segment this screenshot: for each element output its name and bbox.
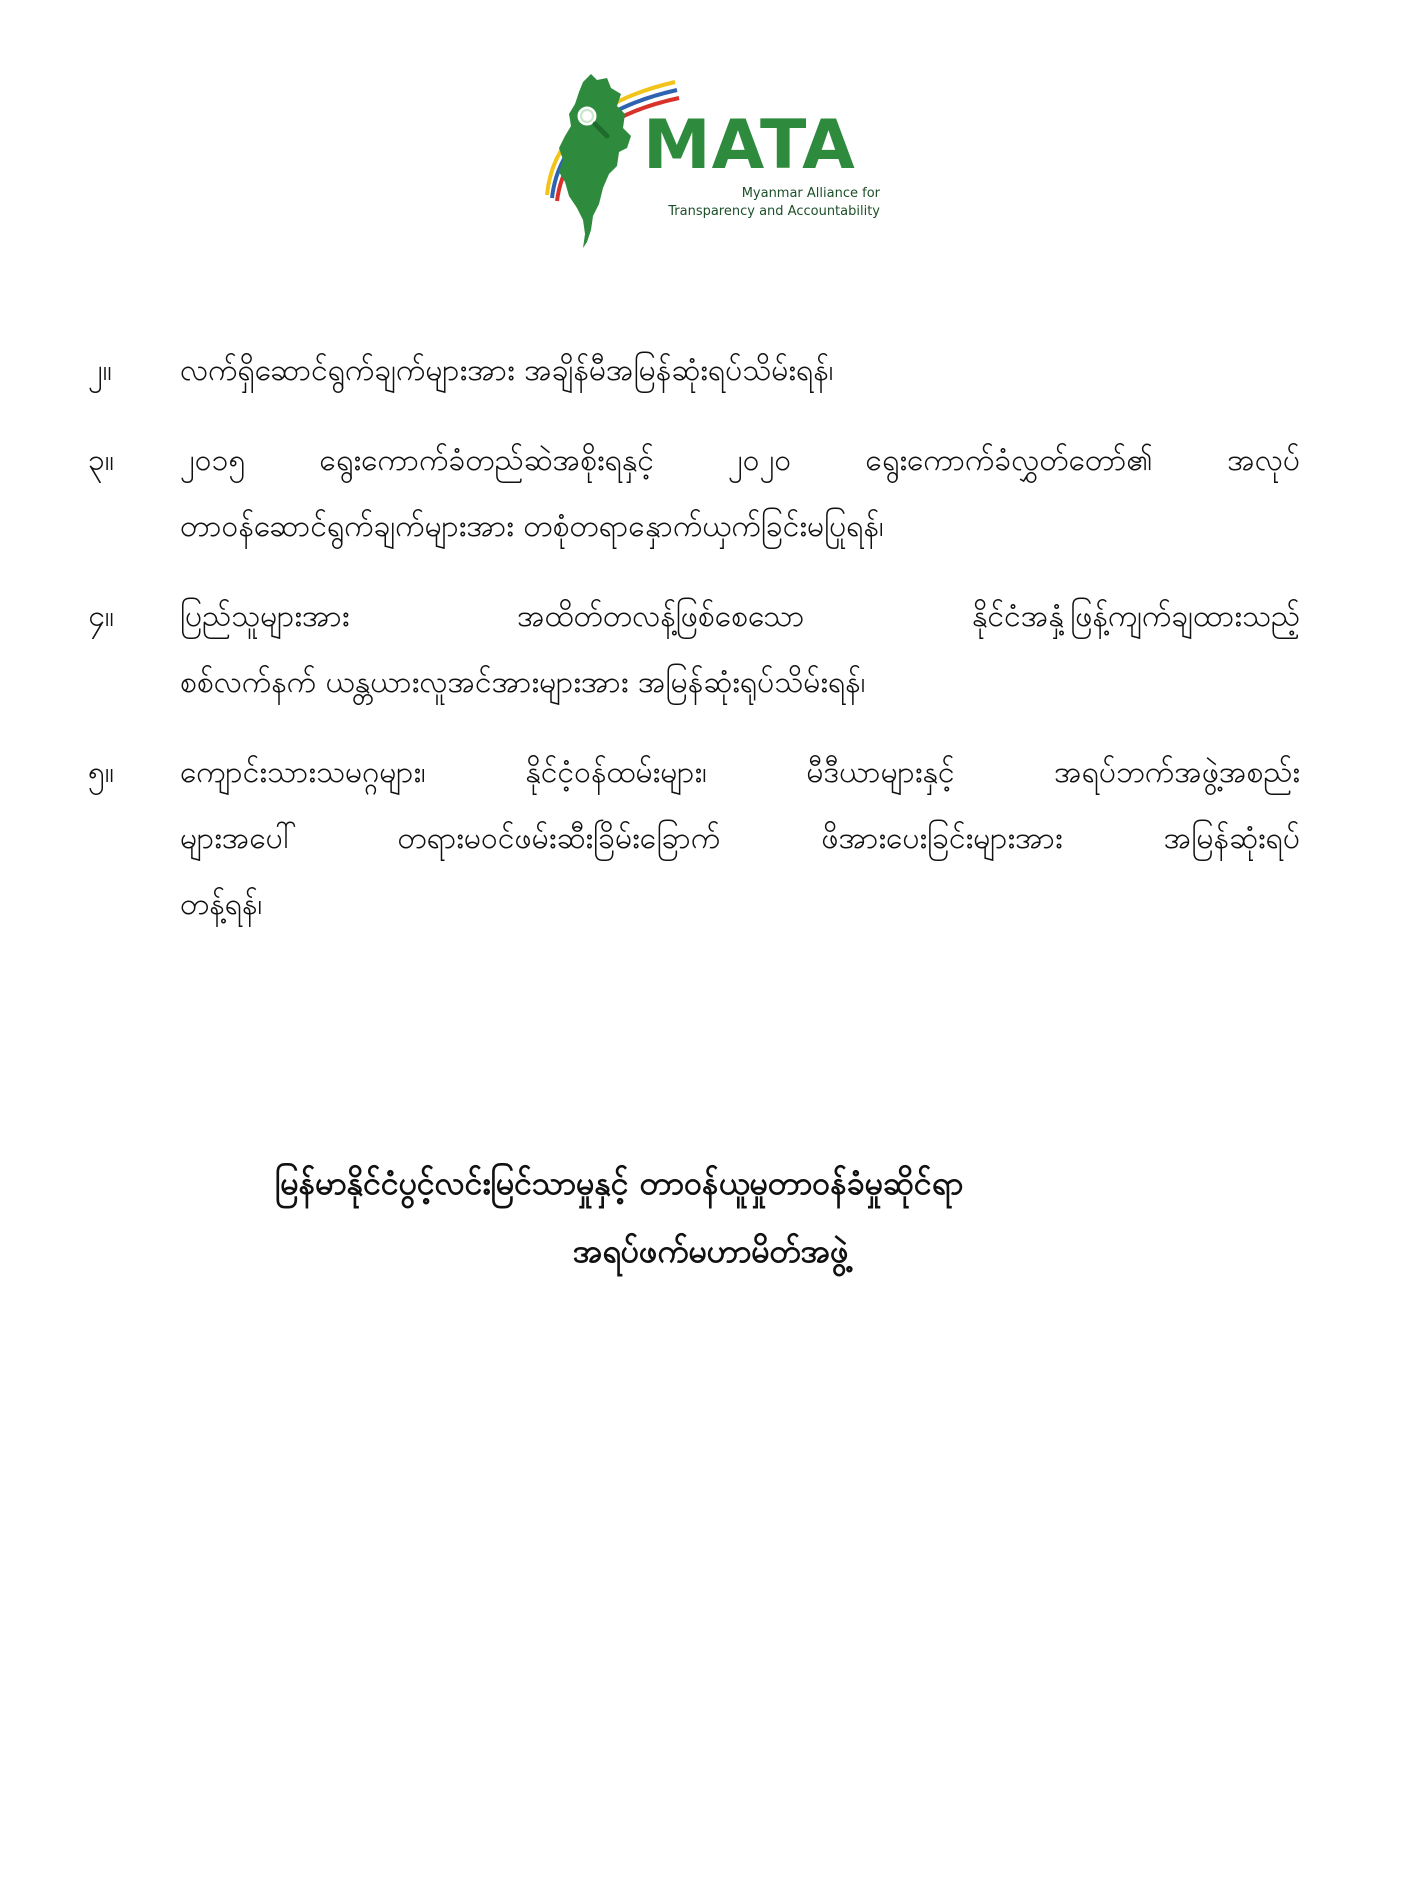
item-line: များအပေါ် တရားမဝင်ဖမ်းဆီးခြိမ်းခြောက် ဖိအားပေးခြင်းများအား အမြန်ဆုံးရပ် — [180, 821, 1300, 856]
item-line: ၂၀၁၅ ရွေးကောက်ခံတည်ဆဲအစိုးရနှင့် ၂၀၂၀ ရွေးကောက်ခံလွှတ်တော်၏ အလုပ် — [180, 443, 1300, 478]
item-number: ၅။ — [88, 755, 114, 790]
logo-subtitle-line1: Myanmar Alliance for — [741, 186, 880, 201]
item-number: ၄။ — [88, 599, 114, 634]
item-text — [180, 584, 1300, 716]
item-line: ကျောင်းသားသမဂ္ဂများ၊ နိုင်ငံ့ဝန်ထမ်းများ၊ မီဒီယာများနှင့် အရပ်ဘက်အဖွဲ့အစည်း — [180, 755, 1300, 790]
mata-logo — [525, 70, 880, 255]
item-number: ၂။ — [88, 353, 112, 388]
item-line: တန့်ရန်၊ — [180, 887, 263, 922]
item-line: တာဝန်ဆောင်ရွက်ချက်များအား တစုံတရာနှောက်ယှက်ခြင်းမပြုရန်၊ — [180, 509, 884, 544]
logo-subtitle-line2: Transparency and Accountability — [668, 204, 880, 219]
signature-organization-line2: အရပ်ဖက်မဟာမိတ်အဖွဲ့ — [573, 1232, 849, 1270]
item-text — [180, 338, 1300, 404]
item-text — [180, 428, 1300, 560]
item-line: လက်ရှိဆောင်ရွက်ချက်များအား အချိန်မီအမြန်ဆုံးရပ်သိမ်းရန်၊ — [180, 353, 834, 388]
item-number: ၃။ — [88, 443, 114, 478]
item-text — [180, 740, 1300, 938]
item-line: ပြည်သူများအား အထိတ်တလန့်ဖြစ်စေသော နိုင်ငံအနှံ့ဖြန့်ကျက်ချထားသည့် — [180, 599, 1300, 634]
signature-organization-line1: မြန်မာနိုင်ငံပွင့်လင်းမြင်သာမှုနှင့် တာဝန်ယူမှုတာဝန်ခံမှုဆိုင်ရာ — [275, 1164, 964, 1202]
logo-wordmark: MATA — [643, 106, 856, 185]
item-line: စစ်လက်နက် ယန္တယားလူအင်အားများအား အမြန်ဆုံးရုပ်သိမ်းရန်၊ — [180, 665, 866, 700]
